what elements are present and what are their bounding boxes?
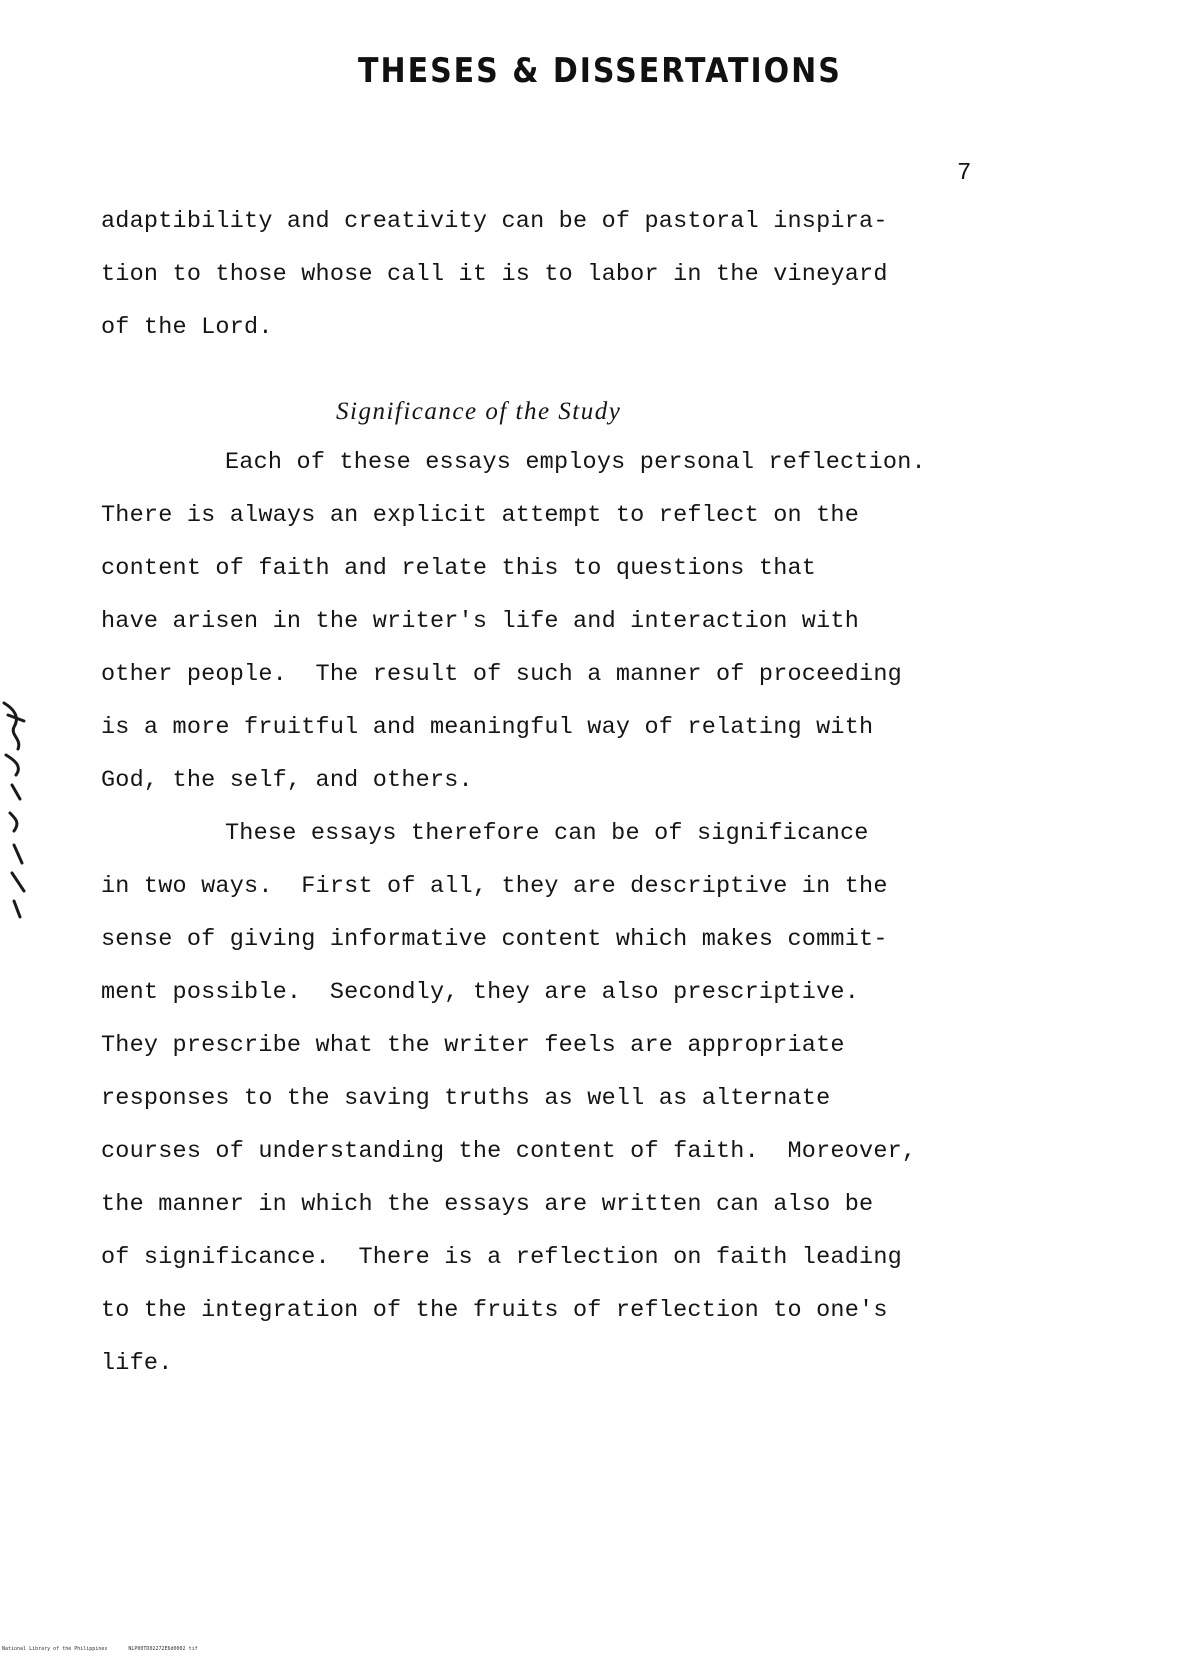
page-number: 7 [957,160,972,187]
text-line: of significance. There is a reflection on faith leading [101,1244,902,1271]
text-line: sense of giving informative content which makes commit- [101,926,888,953]
paragraph-first-line: Each of these essays employs personal reflection. [225,449,926,476]
handwritten-margin-mark [0,695,40,925]
text-line: to the integration of the fruits of reflection to one's [101,1297,888,1324]
text-line: the manner in which the essays are written can also be [101,1191,874,1218]
section-heading: Significance of the Study [336,398,622,425]
text-line: adaptibility and creativity can be of pastoral inspira- [101,208,888,235]
text-line: ment possible. Secondly, they are also prescriptive. [101,979,860,1006]
text-line: is a more fruitful and meaningful way of relating with [101,714,874,741]
text-line: other people. The result of such a manner of proceeding [101,661,902,688]
scan-footer [2,1646,216,1652]
text-line: in two ways. First of all, they are descriptive in the [101,873,888,900]
text-line: There is always an explicit attempt to reflect on the [101,502,860,529]
footer-library: National Library of the Philippines [2,1646,108,1652]
footer-file-code: NLP00TD02272E6d0002 tif [128,1646,198,1652]
text-line: responses to the saving truths as well as alternate [101,1085,831,1112]
paragraph-first-line: These essays therefore can be of significance [225,820,869,847]
text-line: They prescribe what the writer feels are appropriate [101,1032,845,1059]
theses-dissertations-stamp: THESES & DISSERTATIONS [358,52,842,92]
text-line: courses of understanding the content of faith. Moreover, [101,1138,917,1165]
text-line: tion to those whose call it is to labor in the vineyard [101,261,888,288]
text-line: have arisen in the writer's life and interaction with [101,608,860,635]
text-line: of the Lord. [101,314,273,341]
text-line: life. [101,1350,173,1377]
text-line: content of faith and relate this to questions that [101,555,817,582]
text-line: God, the self, and others. [101,767,473,794]
